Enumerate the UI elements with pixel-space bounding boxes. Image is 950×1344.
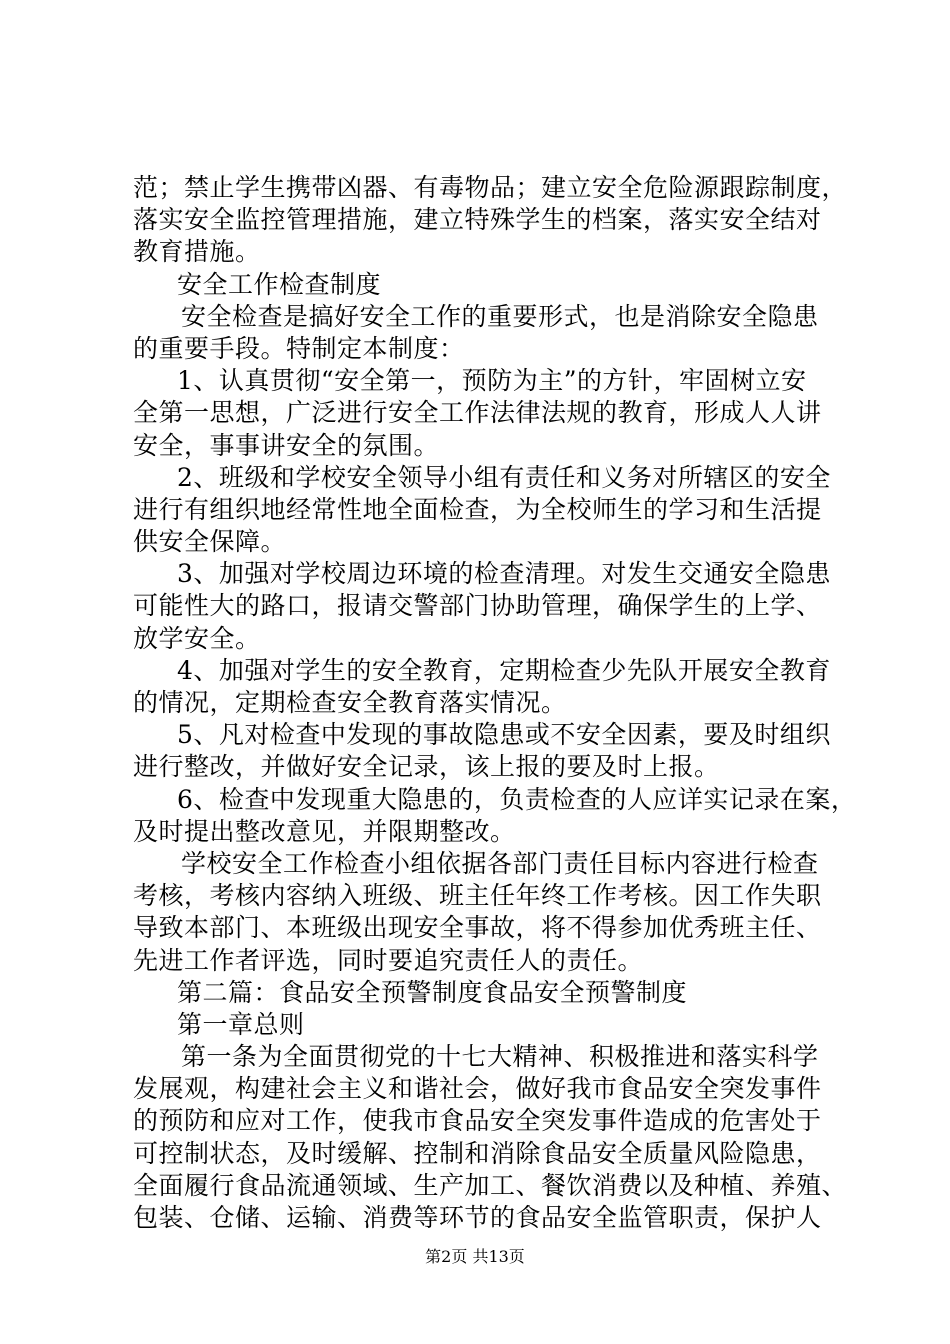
text-line: 导致本部门、本班级出现安全事故，将不得参加优秀班主任、 [133, 913, 822, 943]
text-line: 包装、仓储、运输、消费等环节的食品安全监管职责，保护人 [133, 1203, 822, 1232]
section-heading: 安全工作检查制度 [177, 269, 382, 299]
text-line: 可控制状态，及时缓解、控制和消除食品安全质量风险隐患， [133, 1138, 822, 1168]
text-line: 放学安全。 [133, 623, 261, 653]
text-line: 的重要手段。特制定本制度： [133, 333, 465, 363]
text-line: 考核，考核内容纳入班级、班主任年终工作考核。因工作失职 [133, 881, 822, 911]
text-line: 可能性大的路口，报请交警部门协助管理，确保学生的上学、 [133, 591, 822, 621]
text-line: 范；禁止学生携带凶器、有毒物品；建立安全危险源跟踪制度， [133, 173, 848, 202]
chapter-title: 第二篇：食品安全预警制度食品安全预警制度 [177, 977, 688, 1007]
list-item-1: 1、认真贯彻“安全第一，预防为主”的方针，牢固树立安 [177, 366, 807, 396]
text-line: 安全检查是搞好安全工作的重要形式，也是消除安全隐患 [181, 301, 819, 331]
chapter-heading: 第一章总则 [177, 1009, 305, 1039]
list-item-3: 3、加强对学校周边环境的检查清理。对发生交通安全隐患 [177, 559, 831, 589]
list-item-2: 2、班级和学校安全领导小组有责任和义务对所辖区的安全 [177, 462, 831, 492]
page-number-footer: 第2页 共13页 [425, 1247, 525, 1266]
text-line: 安全，事事讲安全的氛围。 [133, 430, 440, 460]
list-item-6: 6、检查中发现重大隐患的，负责检查的人应详实记录在案， [177, 784, 857, 814]
text-line: 的情况，定期检查安全教育落实情况。 [133, 688, 567, 717]
list-item-4: 4、加强对学生的安全教育，定期检查少先队开展安全教育 [177, 655, 831, 685]
text-line: 进行有组织地经常性地全面检查，为全校师生的学习和生活提 [133, 494, 822, 524]
text-line: 学校安全工作检查小组依据各部门责任目标内容进行检查 [181, 848, 819, 878]
list-item-5: 5、凡对检查中发现的事故隐患或不安全因素，要及时组织 [177, 720, 831, 750]
document-body [133, 172, 857, 1234]
text-line: 及时提出整改意见，并限期整改。 [133, 816, 516, 846]
text-line: 发展观，构建社会主义和谐社会，做好我市食品安全突发事件 [133, 1074, 822, 1104]
text-line: 供安全保障。 [133, 527, 287, 557]
text-line: 先进工作者评选，同时要追究责任人的责任。 [133, 945, 644, 975]
text-line: 第一条为全面贯彻党的十七大精神、积极推进和落实科学 [181, 1042, 819, 1072]
text-line: 进行整改，并做好安全记录，该上报的要及时上报。 [133, 752, 720, 782]
text-line: 全面履行食品流通领域、生产加工、餐饮消费以及种植、养殖、 [133, 1170, 848, 1200]
text-line: 落实安全监控管理措施，建立特殊学生的档案，落实安全结对 [133, 205, 822, 235]
text-line: 全第一思想，广泛进行安全工作法律法规的教育，形成人人讲 [133, 398, 822, 428]
text-line: 教育措施。 [133, 237, 261, 267]
text-line: 的预防和应对工作，使我市食品安全突发事件造成的危害处于 [133, 1106, 822, 1136]
